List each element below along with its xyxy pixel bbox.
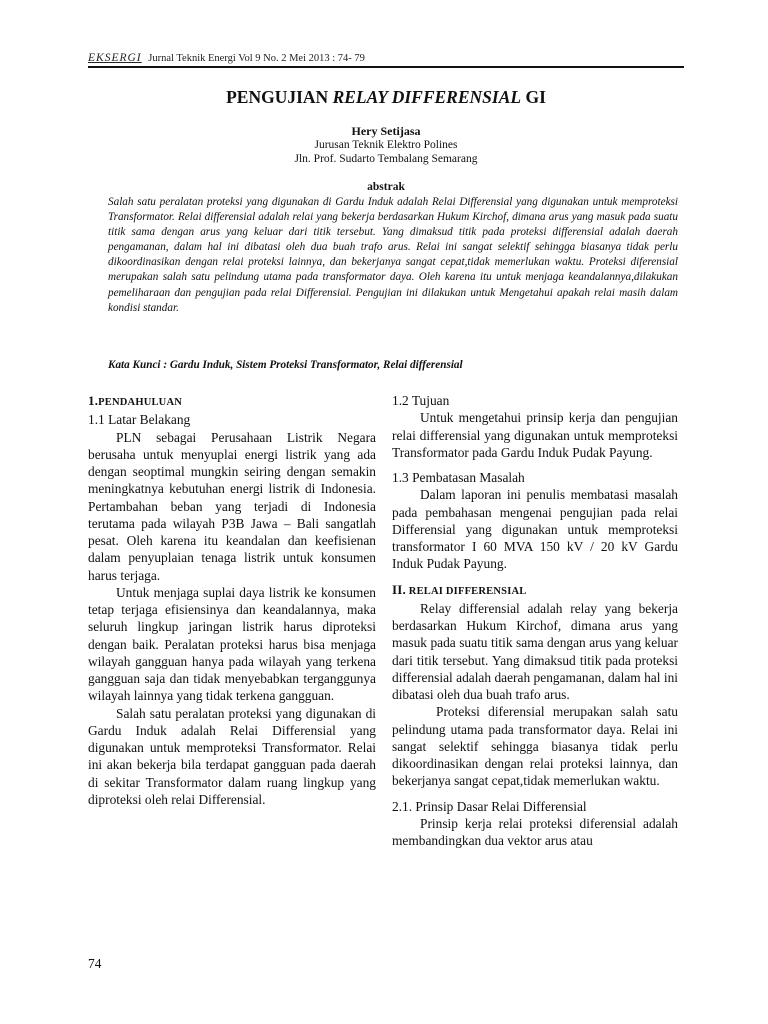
subsection-heading-2-1: 2.1. Prinsip Dasar Relai Differensial bbox=[392, 798, 587, 814]
paper-title bbox=[88, 86, 684, 108]
subsection-heading-1-2: 1.2 Tujuan bbox=[392, 393, 450, 408]
affiliation-line-1: Jurusan Teknik Elektro Polines bbox=[314, 139, 458, 151]
section-number: 1. bbox=[88, 393, 99, 408]
author-name: Hery Setijasa bbox=[351, 124, 421, 138]
title-italic: RELAY DIFFERENSIAL bbox=[332, 87, 522, 107]
abstract-heading: abstrak bbox=[367, 181, 405, 193]
paragraph: Prinsip kerja relai proteksi diferensial adalah membandingkan dua vektor arus atau bbox=[392, 815, 678, 848]
journal-logo: EKSERGI bbox=[88, 52, 142, 64]
page-number: 74 bbox=[88, 956, 102, 971]
section-title: RELAI DIFFERENSIAL bbox=[408, 585, 527, 597]
affiliation bbox=[88, 139, 684, 166]
spacer bbox=[392, 461, 678, 469]
right-column bbox=[392, 392, 678, 849]
paragraph: Untuk mengetahui prinsip kerja dan pengujian relai differensial yang digunakan untuk memproteksi Transformator pada Gardu Induk Pudak Payung. bbox=[392, 410, 678, 460]
subsection-heading-1-1: 1.1 Latar Belakang bbox=[88, 412, 191, 428]
section-heading-2 bbox=[392, 581, 678, 600]
section-number: II. bbox=[392, 581, 406, 597]
title-prefix: PENGUJIAN bbox=[226, 87, 333, 107]
paragraph: Relay differensial adalah relay yang bekerja berdasarkan Hukum Kirchof, dimana arus yang masuk pada suatu titik sama dengan arus yang keluar dari titik tersebut. Yang dimaksud titik pada proteksi differensial adalah daerah pengamanan, dalam hal ini dibatasi oleh dua buah trafo arus. bbox=[392, 600, 678, 702]
section-title: PENDAHULUAN bbox=[98, 397, 183, 408]
left-column bbox=[88, 392, 376, 808]
header-rule bbox=[88, 66, 684, 68]
journal-citation: Jurnal Teknik Energi Vol 9 No. 2 Mei 2013 : 74- 79 bbox=[148, 53, 365, 64]
paragraph: Dalam laporan ini penulis membatasi masalah pada pembahasan mengenai pengujian pada relai Differensial yang digunakan untuk memproteksi transformator I 60 MVA 150 kV / 20 kV Gardu Induk Pudak Payung. bbox=[392, 487, 678, 572]
paragraph: Untuk menjaga suplai daya listrik ke konsumen tetap terjaga efisiensinya dan keandalannya, maka seluruh lingkup jaringan listrik harus diproteksi dengan baik. Peralatan proteksi harus bisa menjaga wilayah gangguan hanya pada wilayah yang terkena gangguan saja dan tidak menyebabkan terganggunya wilayah lainnya yang tidak terkena gangguan. bbox=[88, 584, 376, 704]
subsection-heading-1-3: 1.3 Pembatasan Masalah bbox=[392, 470, 525, 485]
abstract-text: Salah satu peralatan proteksi yang digunakan di Gardu Induk adalah Relai Differensial yang digunakan untuk memproteksi Transformator. Relai differensial adalah relai yang bekerja berdasarkan Hukum Kirchof, dimana arus yang masuk pada suatu titik sama dengan arus yang keluar dari titik tersebut. Yang dimaksud titik pada proteksi differensial adalah daerah pengamanan, dalam hal ini dibatasi oleh dua buah trafo arus. Relai ini sangat selektif sehingga biasanya tidak perlu dikoordinasikan dengan relai proteksi lainnya, dan bekerjanya sangat cepat,tidak memerlukan waktu. Proteksi diferensial merupakan salah satu pelindung utama pada transformator daya. Oleh karena itu untuk menjaga keandalannya,dilakukan pemeliharaan dan pengujian pada relai Differensial. Pengujian ini dilakukan untuk Mengetahui apakah relai masih dalam kondisi standar. bbox=[108, 196, 678, 314]
affiliation-line-2: Jln. Prof. Sudarto Tembalang Semarang bbox=[294, 152, 478, 165]
paragraph: PLN sebagai Perusahaan Listrik Negara berusaha untuk menyuplai energi listrik yang ada dengan seoptimal mungkin seiring dengan semakin meningkatnya kebutuhan energi listrik di Indonesia. Pertambahan beban yang terjadi di Indonesia terutama pada wilayah P3B Jawa – Bali sangatlah pesat. Oleh karena itu keandalan dan keefisienan dalam penyuplaian tenaga listrik untuk konsumen harus terjaga. bbox=[88, 429, 376, 583]
paragraph: Proteksi diferensial merupakan salah satu pelindung utama pada transformator daya. Relai ini sangat selektif sehingga biasanya tidak perlu dikoordinasikan dengan relai proteksi lainnya, dan bekerjanya sangat cepat,tidak memerlukan waktu. bbox=[392, 704, 678, 789]
paragraph: Salah satu peralatan proteksi yang digunakan di Gardu Induk adalah Relai Differensial yang digunakan untuk memproteksi Transformator. Relai ini akan bekerja bila terdapat gangguan pada daerah di sekitar Transformator dalam ruang lingkup yang diproteksi oleh relai Differensial. bbox=[88, 705, 376, 807]
keywords: Kata Kunci : Gardu Induk, Sistem Proteksi Transformator, Relai differensial bbox=[108, 359, 463, 371]
journal-header bbox=[88, 52, 684, 65]
title-suffix: GI bbox=[521, 87, 546, 107]
section-heading-1 bbox=[88, 392, 376, 411]
spacer bbox=[392, 573, 678, 581]
spacer bbox=[392, 790, 678, 798]
